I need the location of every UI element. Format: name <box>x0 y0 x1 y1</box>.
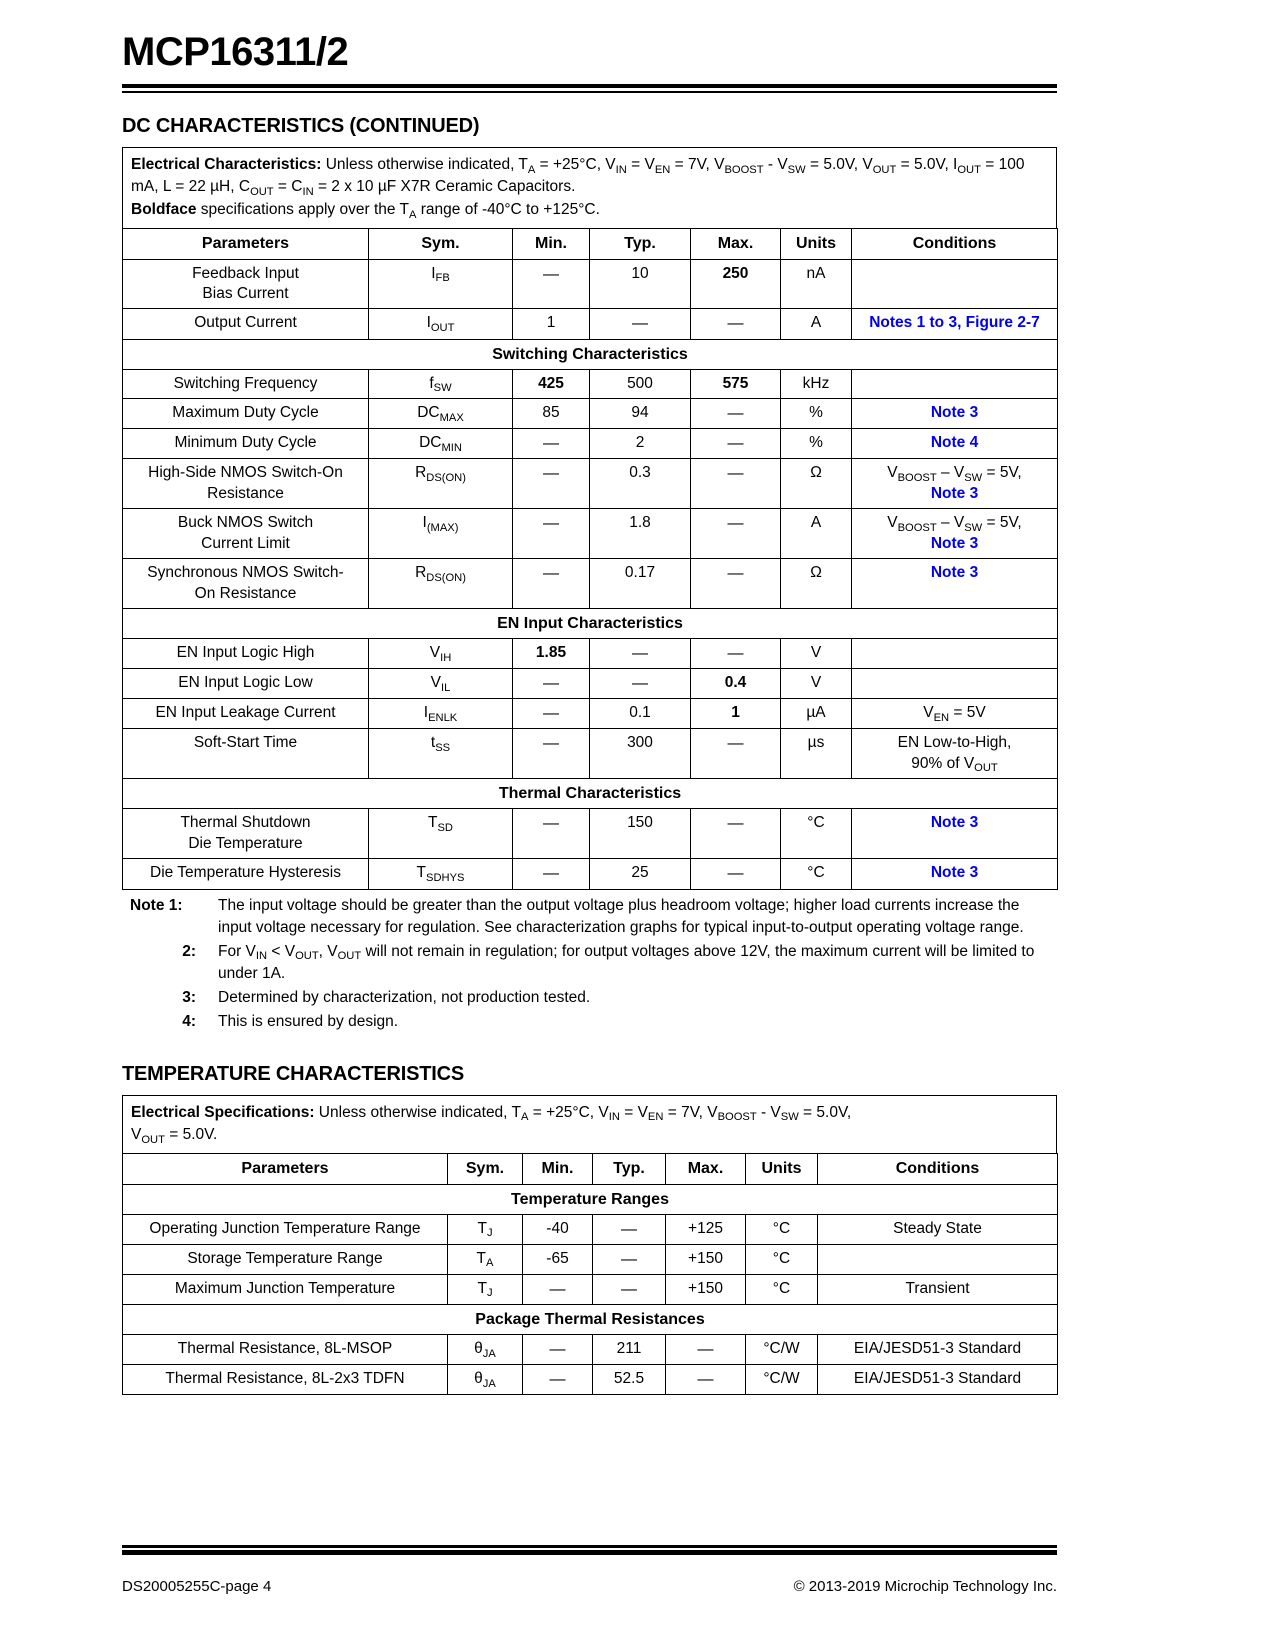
row-sym: $V_{IL}$ <box>369 669 513 699</box>
dc-col-sym: Sym. <box>369 229 513 259</box>
note-item <box>122 987 1057 1009</box>
row-conditions <box>852 639 1058 669</box>
group-row-temperature-ranges <box>123 1184 1058 1214</box>
temp-conditions-block <box>122 1095 1057 1154</box>
row-max: — <box>691 809 781 859</box>
row-units: % <box>781 429 852 459</box>
row-conditions: Steady State <box>818 1214 1058 1244</box>
row-units: nA <box>781 259 852 309</box>
row-typ: 300 <box>590 729 691 779</box>
row-min: — <box>513 729 590 779</box>
row-units: °C/W <box>746 1365 818 1395</box>
group-label: Temperature Ranges <box>123 1184 1058 1214</box>
row-parameter-line2: Die Temperature <box>188 834 303 852</box>
dc-table-header-row <box>123 229 1058 259</box>
group-label: Thermal Characteristics <box>123 779 1058 809</box>
table-row <box>123 1365 1058 1395</box>
row-units: µA <box>781 699 852 729</box>
table-row <box>123 259 1058 309</box>
row-max: +150 <box>666 1244 746 1274</box>
note-text: Determined by characterization, not production tested. <box>218 988 591 1006</box>
row-typ: 1.8 <box>590 509 691 559</box>
row-parameter-line2: On Resistance <box>194 584 297 602</box>
row-typ: 0.3 <box>590 459 691 509</box>
row-conditions: $V_{BOOST} - V_{SW} = 5V$, Note 3 <box>852 459 1058 509</box>
row-parameter <box>123 809 369 859</box>
note-label: 4: <box>182 1012 196 1030</box>
row-sym: $R_{DS(ON)}$ <box>369 559 513 609</box>
row-min: — <box>513 859 590 889</box>
row-conditions: $V_{BOOST} - V_{SW} = 5V$, Note 3 <box>852 509 1058 559</box>
row-units: °C <box>746 1244 818 1274</box>
row-max: — <box>691 639 781 669</box>
row-max: — <box>691 859 781 889</box>
table-row <box>123 309 1058 339</box>
row-max: — <box>666 1335 746 1365</box>
row-conditions-link[interactable]: Note 3 <box>852 809 1058 859</box>
row-max: — <box>691 459 781 509</box>
row-parameter: Soft-Start Time <box>123 729 369 779</box>
temperature-characteristics-table <box>122 1153 1058 1395</box>
row-typ: 10 <box>590 259 691 309</box>
row-parameter: Thermal Resistance, 8L-2x3 TDFN <box>123 1365 448 1395</box>
table-row <box>123 1335 1058 1365</box>
table-row <box>123 669 1058 699</box>
row-typ: — <box>593 1274 666 1304</box>
table-row <box>123 1244 1058 1274</box>
row-min: — <box>513 809 590 859</box>
row-parameter-line1: Thermal Shutdown <box>180 814 311 832</box>
row-max: +125 <box>666 1214 746 1244</box>
row-min: — <box>523 1274 593 1304</box>
temp-col-conditions: Conditions <box>818 1154 1058 1184</box>
row-units: °C/W <box>746 1335 818 1365</box>
row-sym: $f_{SW}$ <box>369 369 513 398</box>
row-parameter: Switching Frequency <box>123 369 369 398</box>
row-typ: — <box>593 1214 666 1244</box>
note-text: For $V_{IN} < V_{OUT}$, $V_{OUT}$ will not remain in regulation; for output voltages above 12V, the maximum current will be limited to under 1A. <box>218 942 1035 982</box>
row-max: 1 <box>691 699 781 729</box>
footer-divider <box>122 1545 1057 1555</box>
note-item <box>122 895 1057 939</box>
row-typ: 0.17 <box>590 559 691 609</box>
row-conditions <box>852 669 1058 699</box>
dc-boldface-label: Boldface <box>131 200 197 218</box>
page-footer <box>122 1578 1057 1595</box>
dc-col-typ: Typ. <box>590 229 691 259</box>
temp-conditions-text: Electrical Specifications: Unless otherwise indicated, $T_A = +25^\circ C$, $V_{IN} = V_{EN} = 7V$, $V_{BOOST} - V_{SW} = 5.0V$, $V_{OUT} = 5.0V$. <box>131 1103 852 1146</box>
row-typ: — <box>590 309 691 339</box>
row-conditions: Transient <box>818 1274 1058 1304</box>
row-units: V <box>781 669 852 699</box>
temp-col-min: Min. <box>523 1154 593 1184</box>
row-units: Ω <box>781 459 852 509</box>
row-parameter: EN Input Logic High <box>123 639 369 669</box>
row-conditions-link[interactable]: Notes 1 to 3, Figure 2-7 <box>852 309 1058 339</box>
row-units: µs <box>781 729 852 779</box>
table-row <box>123 509 1058 559</box>
table-row <box>123 809 1058 859</box>
row-conditions: $V_{EN} = 5V$ <box>852 699 1058 729</box>
footer-doc-id: DS20005255C-page 4 <box>122 1578 272 1595</box>
row-sym: $DC_{MAX}$ <box>369 399 513 429</box>
row-max: +150 <box>666 1274 746 1304</box>
row-units: Ω <box>781 559 852 609</box>
row-parameter: Maximum Duty Cycle <box>123 399 369 429</box>
row-conditions-link[interactable]: Note 3 <box>852 859 1058 889</box>
group-row-thermal <box>123 779 1058 809</box>
dc-boldface-note: Boldface specifications apply over the $T_A$ range of -40°C to +125°C. <box>131 200 600 221</box>
row-parameter: EN Input Leakage Current <box>123 699 369 729</box>
row-max: — <box>691 399 781 429</box>
note-label: Note 1: <box>130 896 183 914</box>
dc-characteristics-table <box>122 228 1058 889</box>
row-min: -40 <box>523 1214 593 1244</box>
row-max: 575 <box>691 369 781 398</box>
row-min: — <box>513 669 590 699</box>
row-max: — <box>691 429 781 459</box>
row-units: kHz <box>781 369 852 398</box>
row-parameter <box>123 559 369 609</box>
table-row <box>123 369 1058 398</box>
row-typ: 25 <box>590 859 691 889</box>
row-conditions-link[interactable]: Note 3 <box>852 559 1058 609</box>
row-sym: $T_{SD}$ <box>369 809 513 859</box>
row-min: — <box>513 459 590 509</box>
row-parameter-line1: High-Side NMOS Switch-On <box>148 464 343 482</box>
row-parameter: Minimum Duty Cycle <box>123 429 369 459</box>
row-typ: 211 <box>593 1335 666 1365</box>
row-min: — <box>513 509 590 559</box>
row-units: A <box>781 509 852 559</box>
row-parameter-line2: Current Limit <box>201 534 290 552</box>
temp-col-units: Units <box>746 1154 818 1184</box>
row-min: -65 <box>523 1244 593 1274</box>
row-conditions: EN Low-to-High, 90% of $V_{OUT}$ <box>852 729 1058 779</box>
row-typ: 500 <box>590 369 691 398</box>
row-min: 425 <box>513 369 590 398</box>
temperature-characteristics-heading: TEMPERATURE CHARACTERISTICS <box>122 1062 465 1085</box>
row-typ: — <box>593 1244 666 1274</box>
row-parameter: Thermal Resistance, 8L-MSOP <box>123 1335 448 1365</box>
row-units: °C <box>746 1274 818 1304</box>
group-label: Switching Characteristics <box>123 339 1058 369</box>
table-row <box>123 1214 1058 1244</box>
row-sym: $T_A$ <box>448 1244 523 1274</box>
note-item <box>122 1011 1057 1033</box>
note-text: The input voltage should be greater than the output voltage plus headroom voltage; higher load currents increase the input voltage necessary for regulation. See characterization graphs for typical input-to-output operating voltage range. <box>218 896 1024 936</box>
row-max: — <box>691 309 781 339</box>
temp-conditions-label: Electrical Specifications: <box>131 1103 315 1121</box>
dc-col-units: Units <box>781 229 852 259</box>
row-parameter: Output Current <box>123 309 369 339</box>
row-sym: $T_J$ <box>448 1274 523 1304</box>
row-conditions: EIA/JESD51-3 Standard <box>818 1365 1058 1395</box>
row-units: A <box>781 309 852 339</box>
dc-col-max: Max. <box>691 229 781 259</box>
row-typ: 2 <box>590 429 691 459</box>
row-sym: $DC_{MIN}$ <box>369 429 513 459</box>
row-sym: $t_{SS}$ <box>369 729 513 779</box>
row-typ: — <box>590 639 691 669</box>
note-text: This is ensured by design. <box>218 1012 399 1030</box>
row-conditions-link[interactable]: Note 4 <box>852 429 1058 459</box>
row-parameter: Storage Temperature Range <box>123 1244 448 1274</box>
row-parameter-line1: Buck NMOS Switch <box>177 514 314 532</box>
row-typ: — <box>590 669 691 699</box>
row-conditions <box>852 259 1058 309</box>
note-link[interactable]: Note 3 <box>930 534 979 552</box>
row-sym: $I_{FB}$ <box>369 259 513 309</box>
row-min: 1.85 <box>513 639 590 669</box>
note-label: 3: <box>182 988 196 1006</box>
dc-col-conditions: Conditions <box>852 229 1058 259</box>
group-label: EN Input Characteristics <box>123 609 1058 639</box>
table-row <box>123 729 1058 779</box>
note-label: 2: <box>182 942 196 960</box>
group-row-en-input <box>123 609 1058 639</box>
row-units: °C <box>746 1214 818 1244</box>
row-min: 85 <box>513 399 590 429</box>
page-title: MCP16311/2 <box>122 30 349 74</box>
row-parameter: EN Input Logic Low <box>123 669 369 699</box>
row-conditions <box>852 369 1058 398</box>
table-row <box>123 559 1058 609</box>
row-sym: $R_{DS(ON)}$ <box>369 459 513 509</box>
dc-conditions-block <box>122 147 1057 228</box>
row-sym: $V_{IH}$ <box>369 639 513 669</box>
dc-characteristics-heading: DC CHARACTERISTICS (CONTINUED) <box>122 115 480 137</box>
row-units: °C <box>781 809 852 859</box>
row-max: — <box>691 729 781 779</box>
temp-col-parameters: Parameters <box>123 1154 448 1184</box>
row-parameter <box>123 259 369 309</box>
row-min: — <box>523 1335 593 1365</box>
temp-col-sym: Sym. <box>448 1154 523 1184</box>
temp-col-max: Max. <box>666 1154 746 1184</box>
note-link[interactable]: Note 3 <box>930 484 979 502</box>
row-typ: 0.1 <box>590 699 691 729</box>
dc-col-min: Min. <box>513 229 590 259</box>
table-row <box>123 429 1058 459</box>
row-min: — <box>523 1365 593 1395</box>
row-conditions <box>818 1244 1058 1274</box>
row-parameter: Operating Junction Temperature Range <box>123 1214 448 1244</box>
row-units: V <box>781 639 852 669</box>
table-row <box>123 639 1058 669</box>
note-item <box>122 941 1057 985</box>
row-sym: $I_{ENLK}$ <box>369 699 513 729</box>
row-sym: $T_{SDHYS}$ <box>369 859 513 889</box>
dc-conditions-text: Electrical Characteristics: Unless otherwise indicated, $T_A = +25^\circ C$, $V_{IN} = V_{EN} = 7V$, $V_{BOOST} - V_{SW} = 5.0V$, $V_{OUT} = 5.0V$, $I_{OUT} = 100$ mA, L = 22 µH, $C_{OUT} = C_{IN} = 2$ x 10 µF X7R Ceramic Capacitors. <box>131 156 1025 199</box>
group-row-switching <box>123 339 1058 369</box>
table-row <box>123 859 1058 889</box>
group-label: Package Thermal Resistances <box>123 1304 1058 1334</box>
row-units: % <box>781 399 852 429</box>
row-conditions: EIA/JESD51-3 Standard <box>818 1335 1058 1365</box>
group-row-package-thermal-resistances <box>123 1304 1058 1334</box>
table-row <box>123 1274 1058 1304</box>
dc-conditions-label: Electrical Characteristics: <box>131 156 322 173</box>
row-parameter-line1: Feedback Input <box>192 264 299 282</box>
row-min: 1 <box>513 309 590 339</box>
row-max: 250 <box>691 259 781 309</box>
table-row <box>123 399 1058 429</box>
row-parameter <box>123 459 369 509</box>
row-typ: 150 <box>590 809 691 859</box>
row-parameter-line2: Resistance <box>207 484 284 502</box>
row-sym: $\theta_{JA}$ <box>448 1365 523 1395</box>
row-parameter-line1: Synchronous NMOS Switch- <box>147 564 344 582</box>
row-typ: 94 <box>590 399 691 429</box>
temp-table-header-row <box>123 1154 1058 1184</box>
row-max: 0.4 <box>691 669 781 699</box>
row-max: — <box>691 559 781 609</box>
table-row <box>123 699 1058 729</box>
row-min: — <box>513 699 590 729</box>
row-parameter: Maximum Junction Temperature <box>123 1274 448 1304</box>
table-row <box>123 459 1058 509</box>
row-sym: $\theta_{JA}$ <box>448 1335 523 1365</box>
row-parameter-line2: Bias Current <box>202 284 289 302</box>
header-divider <box>122 84 1057 93</box>
row-min: — <box>513 429 590 459</box>
row-sym: $I_{(MAX)}$ <box>369 509 513 559</box>
row-conditions-link[interactable]: Note 3 <box>852 399 1058 429</box>
row-min: — <box>513 259 590 309</box>
row-parameter <box>123 509 369 559</box>
row-sym: $I_{OUT}$ <box>369 309 513 339</box>
row-min: — <box>513 559 590 609</box>
row-sym: $T_J$ <box>448 1214 523 1244</box>
row-max: — <box>691 509 781 559</box>
row-max: — <box>666 1365 746 1395</box>
row-typ: 52.5 <box>593 1365 666 1395</box>
row-units: °C <box>781 859 852 889</box>
temp-col-typ: Typ. <box>593 1154 666 1184</box>
dc-notes-list <box>122 895 1057 1033</box>
row-parameter: Die Temperature Hysteresis <box>123 859 369 889</box>
dc-col-parameters: Parameters <box>123 229 369 259</box>
footer-copyright: © 2013-2019 Microchip Technology Inc. <box>793 1578 1057 1595</box>
